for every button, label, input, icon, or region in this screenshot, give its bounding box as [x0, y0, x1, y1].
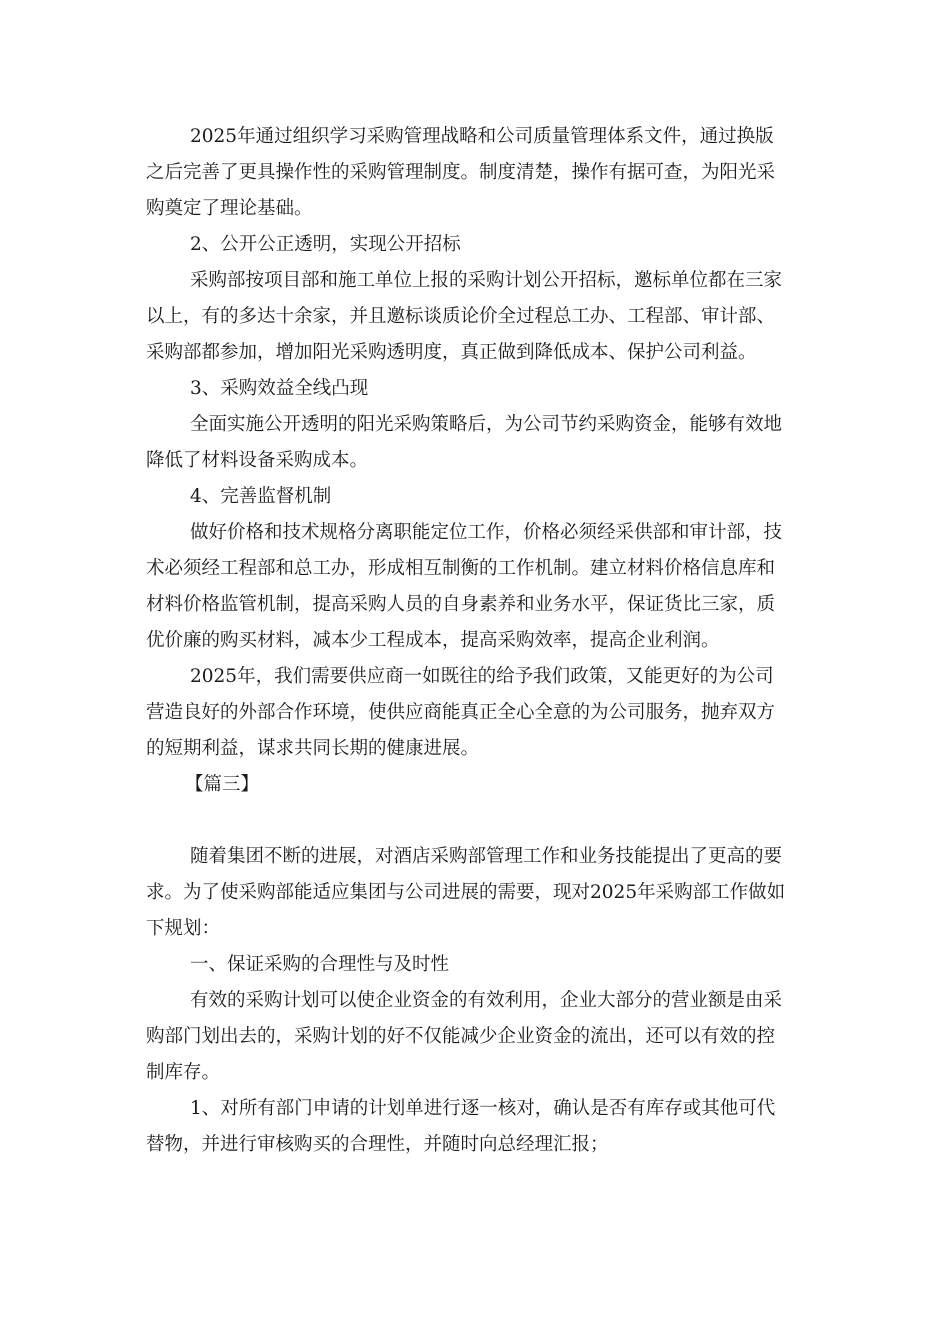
paragraph-line: 下规划：	[146, 918, 221, 939]
paragraph-line: 随着集团不断的进展，对酒店采购部管理工作和业务技能提出了更高的要	[190, 846, 783, 867]
paragraph-line: 材料价格监管机制，提高采购人员的自身素养和业务水平，保证货比三家，质	[146, 594, 776, 615]
paragraph-line: 采购部按项目部和施工单位上报的采购计划公开招标，邀标单位都在三家	[190, 270, 783, 291]
section-heading: 3、采购效益全线凸现	[190, 378, 369, 399]
paragraph-line: 做好价格和技术规格分离职能定位工作，价格必须经采供部和审计部，技	[190, 522, 783, 543]
paragraph-line: 购部门划出去的，采购计划的好不仅能减少企业资金的流出，还可以有效的控	[146, 1026, 776, 1047]
paragraph-line: 降低了材料设备采购成本。	[146, 450, 369, 471]
paragraph-line: 全面实施公开透明的阳光采购策略后，为公司节约采购资金，能够有效地	[190, 414, 783, 435]
paragraph-line: 2025年，我们需要供应商一如既往的给予我们政策，又能更好的为公司	[190, 666, 774, 687]
section-heading: 一、保证采购的合理性与及时性	[190, 954, 450, 975]
paragraph-line: 营造良好的外部合作环境，使供应商能真正全心全意的为公司服务，抛弃双方	[146, 702, 776, 723]
section-heading: 2、公开公正透明，实现公开招标	[190, 234, 461, 255]
paragraph-line: 有效的采购计划可以使企业资金的有效利用，企业大部分的营业额是由采	[190, 990, 783, 1011]
paragraph-line: 术必须经工程部和总工办，形成相互制衡的工作机制。建立材料价格信息库和	[146, 558, 776, 579]
paragraph-line: 采购部都参加，增加阳光采购透明度，真正做到降低成本、保护公司利益。	[146, 342, 757, 363]
paragraph-line: 1、对所有部门申请的计划单进行逐一核对，确认是否有库存或其他可代	[190, 1098, 776, 1119]
paragraph-line: 制库存。	[146, 1062, 221, 1083]
paragraph-line: 以上，有的多达十余家，并且邀标谈质论价全过程总工办、工程部、审计部、	[146, 306, 776, 327]
paragraph-line: 之后完善了更具操作性的采购管理制度。制度清楚，操作有据可查，为阳光采	[146, 162, 776, 183]
paragraph-line: 2025年通过组织学习采购管理战略和公司质量管理体系文件，通过换版	[190, 126, 774, 147]
paragraph-line: 求。为了使采购部能适应集团与公司进展的需要，现对2025年采购部工作做如	[146, 882, 786, 903]
paragraph-line: 优价廉的购买材料，减本少工程成本，提高采购效率，提高企业利润。	[146, 630, 720, 651]
paragraph-line: 替物，并进行审核购买的合理性，并随时向总经理汇报；	[146, 1134, 609, 1155]
paragraph-line: 购奠定了理论基础。	[146, 198, 313, 219]
section-heading: 4、完善监督机制	[190, 486, 332, 507]
paragraph-line: 的短期利益，谋求共同长期的健康进展。	[146, 738, 480, 759]
chapter-title: 【篇三】	[185, 774, 260, 795]
